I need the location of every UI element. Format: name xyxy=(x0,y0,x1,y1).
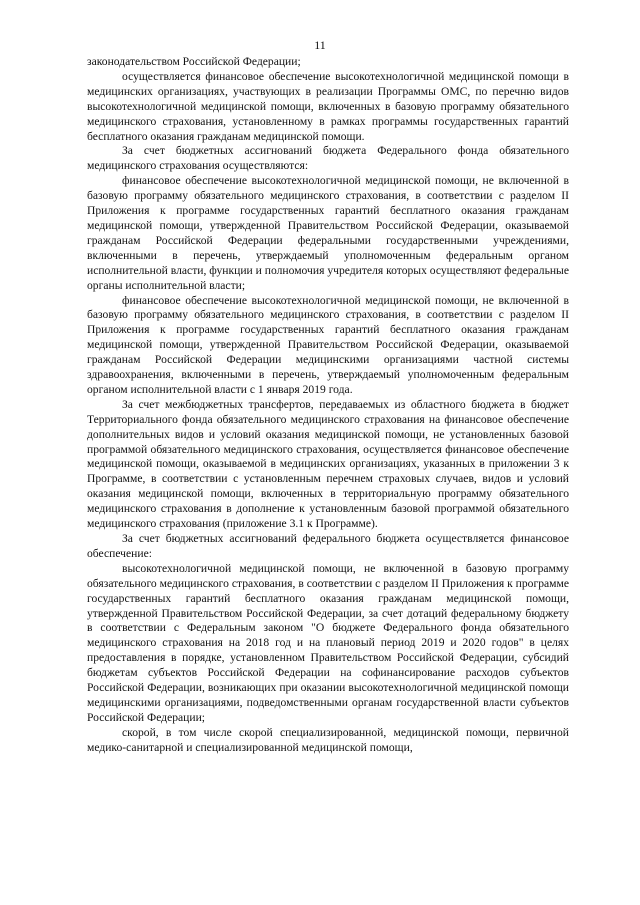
paragraph: За счет бюджетных ассигнований бюджета Федерального фонда обязательного медицинского страхования осуществляются: xyxy=(87,144,569,173)
paragraph: высокотехнологичной медицинской помощи, не включенной в базовую программу обязательного медицинского страхования, в соответствии с разделом II Приложения к программе государственных гарантий бесплатного оказания гражданам медицинской помощи, утвержденной Правительством Российской Федерации, за счет дотаций федеральному бюджету в соответствии с Федеральным законом "О бюджете Федерального фонда обязательного медицинского страхования на 2018 год и на плановый период 2019 и 2020 годов" в целях предоставления в порядке, установленном Правительством Российской Федерации, субсидий бюджетам субъектов Российской Федерации на софинансирование расходов субъектов Российской Федерации, возникающих при оказании высокотехнологичной медицинской помощи медицинскими организациями, подведомственными органам государственной власти субъектов Российской Федерации; xyxy=(87,561,569,724)
paragraph: За счет бюджетных ассигнований федерального бюджета осуществляется финансовое обеспечение: xyxy=(87,532,569,560)
body-text xyxy=(87,55,569,756)
paragraph: финансовое обеспечение высокотехнологичной медицинской помощи, не включенной в базовую программу обязательного медицинского страхования, в соответствии с разделом II Приложения к программе государственных гарантий бесплатного оказания гражданам медицинской помощи, утвержденной Правительством Российской Федерации, оказываемой гражданам Российской Федерации медицинскими организациями частной системы здравоохранения, включенными в перечень, утверждаемый уполномоченным федеральным органом исполнительной власти с 1 января 2019 года. xyxy=(87,293,569,396)
paragraph: осуществляется финансовое обеспечение высокотехнологичной медицинской помощи в медицинских организациях, участвующих в реализации Программы ОМС, по перечню видов высокотехнологичной медицинской помощи, включенных в базовую программу обязательного медицинского страхования, установленному в рамках программы государственных гарантий бесплатного оказания гражданам медицинской помощи. xyxy=(87,69,569,143)
paragraph: За счет межбюджетных трансфертов, передаваемых из областного бюджета в бюджет Территориального фонда обязательного медицинского страхования на финансовое обеспечение дополнительных видов и условий оказания медицинской помощи, не установленных базовой программой обязательного медицинского страхования, осуществляется финансовое обеспечение медицинской помощи, оказываемой в медицинских организациях, указанных в приложении 3 к Программе, в соответствии с установленным перечнем страховых случаев, видов и условий оказания медицинской помощи, включенных в территориальную программу обязательного медицинского страхования в дополнение к установленным базовой программой обязательного медицинского страхования (приложение 3.1 к Программе). xyxy=(87,397,569,531)
page-number: 11 xyxy=(314,38,326,52)
paragraph: скорой, в том числе скорой специализированной, медицинской помощи, первичной медико-санитарной и специализированной медицинской помощи, xyxy=(87,725,569,754)
paragraph: финансовое обеспечение высокотехнологичной медицинской помощи, не включенной в базовую программу обязательного медицинского страхования, в соответствии с разделом II Приложения к программе государственных гарантий бесплатного оказания гражданам медицинской помощи, утвержденной Правительством Российской Федерации, оказываемой гражданам Российской Федерации федеральными государственными учреждениями, включенными в перечень, утверждаемый уполномоченным федеральным органом исполнительной власти, функции и полномочия учредителя которых осуществляют федеральные органы исполнительной власти; xyxy=(87,174,569,292)
paragraph: законодательством Российской Федерации; xyxy=(87,55,301,68)
